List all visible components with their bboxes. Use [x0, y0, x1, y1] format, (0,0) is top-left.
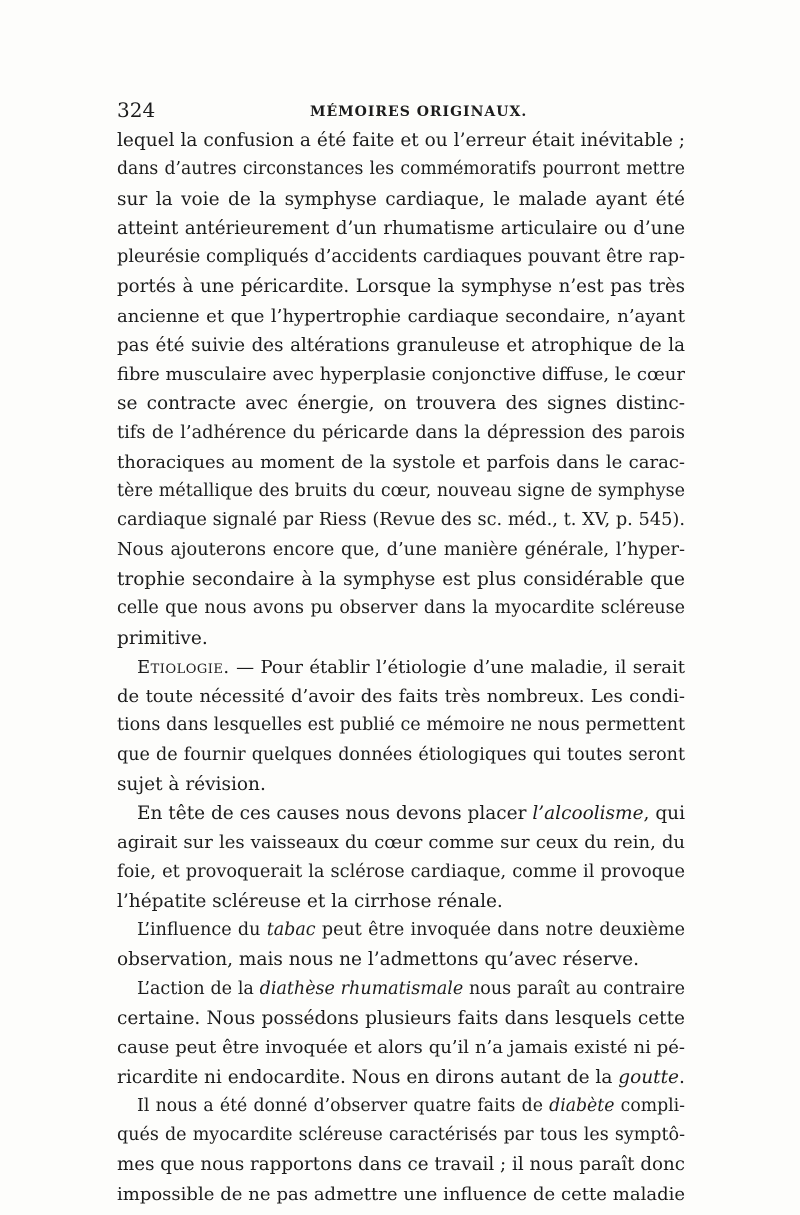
paragraph: [117, 799, 685, 916]
text-line: [117, 975, 685, 1004]
text-run: compli-: [614, 1095, 685, 1116]
emphasis: tabac: [266, 920, 316, 941]
text-line: Nous ajouterons encore que, d’une manière générale, l’hyper-: [117, 539, 685, 560]
paragraph: [117, 126, 685, 653]
text-run: ricardite ni endocardite. Nous en dirons autant de la: [117, 1066, 619, 1088]
text-line: impossible de ne pas admettre une influence de cette maladie: [117, 1183, 685, 1205]
text-line: pas été suivie des altérations granuleuse et atrophique de la: [117, 334, 685, 356]
emphasis: diathèse rhumatismale: [259, 978, 464, 999]
emphasis: diabète: [549, 1095, 615, 1116]
text-line: ancienne et que l’hypertrophie cardiaque secondaire, n’ayant: [117, 305, 685, 327]
text-line: thoraciques au moment de la systole et parfois dans le carac-: [117, 451, 685, 473]
text-line: [117, 799, 685, 828]
text-line: [117, 1092, 685, 1121]
text-line: atteint antérieurement d’un rhumatisme articulaire ou d’une: [117, 217, 685, 239]
text-line: tifs de l’adhérence du péricarde dans la dépression des parois: [117, 422, 685, 443]
text-run: peut être invoquée dans notre deuxième: [315, 920, 685, 941]
text-line: mes que nous rapportons dans ce travail ; il nous paraît donc: [117, 1154, 685, 1176]
text-line: pleurésie compliqués d’accidents cardiaques pouvant être rap-: [117, 247, 685, 268]
text-line: trophie secondaire à la symphyse est plus considérable que: [117, 568, 685, 590]
text-line: certaine. Nous possédons plusieurs faits dans lesquels cette: [117, 1007, 685, 1029]
text-run: L’influence du: [137, 920, 267, 941]
section-heading: Etiologie.: [137, 656, 230, 678]
text-line: cause peut être invoquée et alors qu’il n’a jamais existé ni pé-: [117, 1037, 685, 1059]
text-line: de toute nécessité d’avoir des faits très nombreux. Les condi-: [117, 686, 685, 708]
text-line: [117, 1063, 685, 1092]
paragraph: [117, 1092, 685, 1209]
emphasis: l’alcoolisme: [532, 803, 644, 825]
paragraph-etiologie: [117, 653, 685, 799]
text-line: tions dans lesquelles est publié ce mémoire ne nous permettent: [117, 715, 685, 736]
text-line: sujet à révision.: [117, 773, 266, 795]
body-text: [117, 126, 685, 1209]
text-line: [117, 916, 685, 945]
running-title: MÉMOIRES ORIGINAUX.: [310, 104, 528, 120]
text-line: qués de myocardite scléreuse caractérisés par tous les symptô-: [117, 1125, 685, 1146]
paragraph: [117, 916, 685, 975]
text-line: [117, 653, 685, 682]
text-run: En tête de ces causes nous devons placer: [137, 803, 533, 825]
text-line: observation, mais nous ne l’admettons qu’avec réserve.: [117, 949, 639, 971]
text-run: L’action de la: [137, 978, 260, 999]
text-line: fibre musculaire avec hyperplasie conjonctive diffuse, le cœur: [117, 364, 685, 386]
text-run: Il nous a été donné d’observer quatre faits de: [137, 1095, 550, 1116]
emphasis: goutte: [618, 1066, 679, 1088]
text-line: sur la voie de la symphyse cardiaque, le malade ayant été: [117, 188, 685, 210]
text-run: , qui: [643, 803, 685, 825]
running-head: [117, 96, 687, 124]
text-line: agirait sur les vaisseaux du cœur comme sur ceux du rein, du: [117, 832, 685, 854]
text-run: nous paraît au contraire: [463, 978, 685, 999]
text-line: se contracte avec énergie, on trouvera des signes distinc-: [117, 393, 685, 415]
text-run: — Pour établir l’étiologie d’une maladie, il serait: [229, 656, 685, 678]
text-line: primitive.: [117, 627, 208, 649]
text-line: que de fournir quelques données étiologiques qui toutes seront: [117, 744, 685, 765]
text-line: l’hépatite scléreuse et la cirrhose rénale.: [117, 890, 503, 912]
text-line: tère métallique des bruits du cœur, nouveau signe de symphyse: [117, 481, 685, 502]
text-run: .: [678, 1066, 685, 1088]
text-line: lequel la confusion a été faite et ou l’erreur était inévitable ;: [117, 130, 685, 151]
text-line: cardiaque signalé par Riess (Revue des sc. méd., t. XV, p. 545).: [117, 510, 685, 531]
page-number: 324: [117, 98, 156, 122]
text-line: dans d’autres circonstances les commémoratifs pourront mettre: [117, 159, 685, 180]
paragraph: [117, 975, 685, 1092]
text-line: celle que nous avons pu observer dans la myocardite scléreuse: [117, 598, 685, 619]
text-line: foie, et provoquerait la sclérose cardiaque, comme il provoque: [117, 861, 685, 882]
text-line: portés à une péricardite. Lorsque la symphyse n’est pas très: [117, 276, 685, 298]
